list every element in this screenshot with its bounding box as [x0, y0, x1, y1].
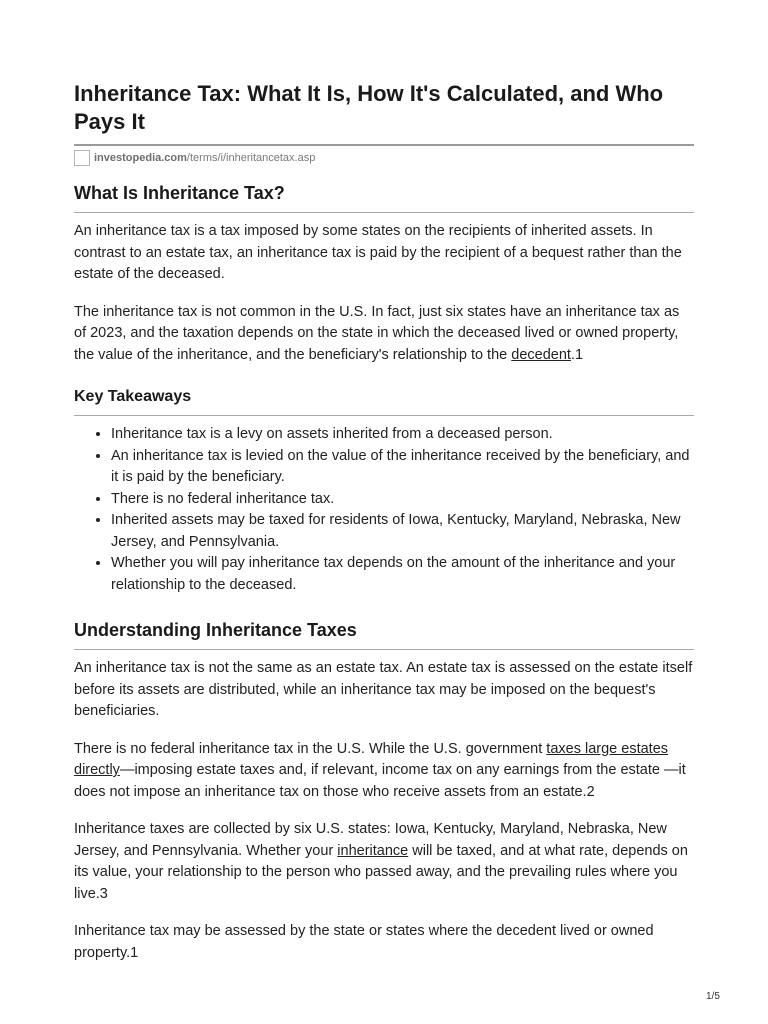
source-domain: investopedia.com — [94, 152, 187, 164]
section-divider — [74, 212, 694, 213]
list-item: • An inheritance tax is levied on the value of the inheritance received by the beneficiary, and it is paid by the beneficiary. — [111, 446, 694, 489]
paragraph: There is no federal inheritance tax in the U.S. While the U.S. government taxes large estates directly—imposing estate taxes and, if relevant, income tax on any earnings from the estate —it does not impose an inheritance tax on those who receive assets from an estate.2 — [74, 740, 686, 800]
title-divider — [74, 144, 694, 146]
favicon-icon — [74, 150, 90, 166]
list-item: • There is no federal inheritance tax. — [111, 489, 694, 511]
paragraph: The inheritance tax is not common in the U.S. In fact, just six states have an inheritance tax as of 2023, and the taxation depends on the state in which the deceased lived or owned property, the value of the inheritance, and the beneficiary's relationship to the decedent.1 — [74, 303, 680, 363]
section-divider — [74, 649, 694, 650]
paragraph: Inheritance tax may be assessed by the state or states where the decedent lived or owned property.1 — [74, 923, 654, 961]
section-heading-what-is: What Is Inheritance Tax? — [74, 183, 285, 203]
paragraph: An inheritance tax is a tax imposed by some states on the recipients of inherited assets. In contrast to an estate tax, an inheritance tax is paid by the recipient of a bequest rather than the estate of the deceased. — [74, 223, 682, 282]
taxes-large-estates-link[interactable]: taxes large estates directly — [74, 740, 669, 778]
page-title: Inheritance Tax: What It Is, How It's Calculated, and Who Pays It — [74, 81, 664, 134]
paragraph: An inheritance tax is not the same as an estate tax. An estate tax is assessed on the estate itself before its assets are distributed, while an inheritance tax may be imposed on the bequest's beneficiaries. — [74, 660, 693, 719]
source-link[interactable] — [74, 149, 694, 167]
decedent-link[interactable]: decedent — [511, 346, 571, 363]
key-takeaways-list — [74, 424, 694, 596]
inheritance-link[interactable]: inheritance — [337, 842, 409, 859]
list-item: • Whether you will pay inheritance tax depends on the amount of the inheritance and your relationship to the deceased. — [111, 553, 694, 596]
key-takeaways-heading: Key Takeaways — [74, 388, 192, 405]
list-item: • Inheritance tax is a levy on assets inherited from a deceased person. — [111, 424, 694, 446]
list-item: • Inherited assets may be taxed for residents of Iowa, Kentucky, Maryland, Nebraska, New Jersey, and Pennsylvania. — [111, 510, 694, 553]
page-number: 1/5 — [706, 991, 720, 1002]
section-heading-understanding: Understanding Inheritance Taxes — [74, 620, 357, 640]
article — [74, 80, 694, 964]
section-divider — [74, 415, 694, 416]
paragraph: Inheritance taxes are collected by six U.S. states: Iowa, Kentucky, Maryland, Nebraska, New Jersey, and Pennsylvania. Whether your inheritance will be taxed, and at what rate, depends on its value, your relationship to the person who passed away, and the prevailing rules where you live.3 — [74, 821, 688, 902]
source-path: /terms/i/inheritancetax.asp — [186, 152, 316, 164]
